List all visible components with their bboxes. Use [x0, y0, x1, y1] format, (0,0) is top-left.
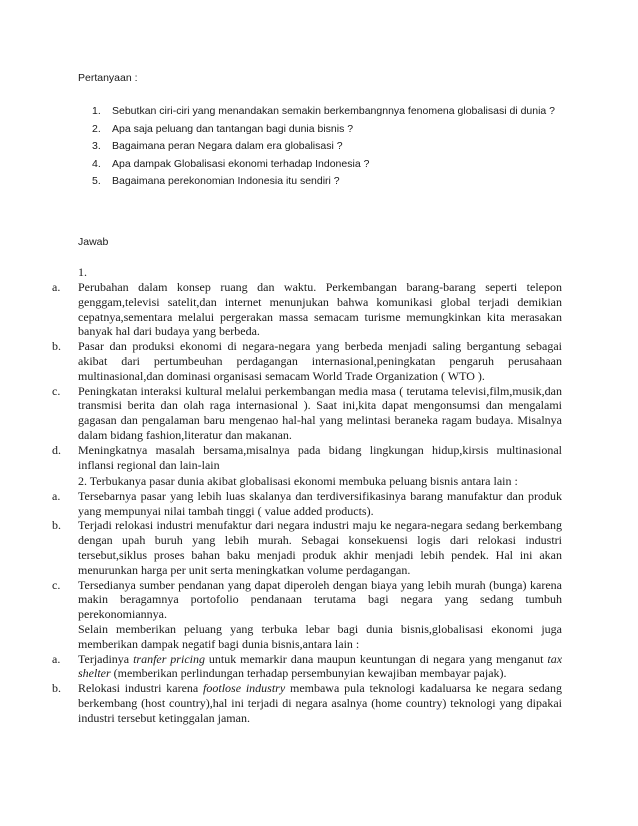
item-letter: d.	[52, 442, 61, 457]
item-text: Tersedianya sumber pendanan yang dapat diperoleh dengan biaya yang lebih murah (bunga) karena makin beragamnya portofolio pendanaan terutama bagi negara yang sedang tumbuh perekonomiannya.	[78, 577, 562, 622]
item-text: Meningkatnya masalah bersama,misalnya pada bidang lingkungan hidup,kirsis multinasional inflansi regional dan lain-lain	[78, 442, 562, 472]
question-number: 1.	[92, 105, 101, 117]
item-letter: a.	[52, 280, 61, 294]
question-item	[92, 121, 570, 139]
item-letter: a.	[52, 488, 61, 503]
questions-list	[92, 103, 570, 191]
answer-item-2a	[52, 489, 562, 519]
section-2-paragraph: Selain memberikan peluang yang terbuka lebar bagi dunia bisnis,globalisasi ekonomi juga memberikan dampak negatif bagi dunia bisnis,antara lain :	[78, 621, 562, 651]
question-number: 5.	[92, 175, 101, 187]
item-text-part: Terjadinya	[78, 651, 134, 666]
item-letter: c.	[52, 577, 61, 592]
questions-heading: Pertanyaan :	[78, 72, 138, 84]
answer-section-2	[52, 474, 562, 726]
question-number: 3.	[92, 140, 101, 152]
question-item	[92, 103, 570, 121]
answer-section-1-number: 1.	[78, 265, 87, 279]
answers-heading: Jawab	[78, 236, 109, 248]
item-text: Perubahan dalam konsep ruang dan waktu. Perkembangan barang-barang seperti telepon genggam,televisi satelit,dan internet menunjukan bahwa komunikasi global terjadi demikian cepatnya,sementara melalui pergerakan massa semacam turisme memungkinkan kita merasakan banyak hal dari budaya yang berbeda.	[78, 280, 562, 339]
item-italic-term: tranfer pricing	[133, 651, 205, 666]
answer-item-2b	[52, 518, 562, 577]
answer-item-1b	[52, 339, 562, 383]
answer-item-2c	[52, 578, 562, 622]
item-text-part: (memberikan perlindungan terhadap persembunyian kewajiban membayar pajak).	[110, 666, 507, 681]
answer-item-1c	[52, 384, 562, 443]
question-text: Bagaimana perekonomian Indonesia itu sendiri ?	[112, 175, 340, 187]
item-text: Tersebarnya pasar yang lebih luas skalanya dan terdiversifikasinya barang manufaktur dan produk yang mempunyai nilai tambah tinggi ( value added products).	[78, 488, 562, 518]
item-letter: c.	[52, 383, 61, 398]
question-text: Apa saja peluang dan tantangan bagi dunia bisnis ?	[112, 122, 354, 135]
negative-item-a	[52, 652, 562, 682]
item-letter: b.	[52, 339, 61, 354]
item-italic-term: tax shelter	[78, 651, 563, 681]
question-number: 2.	[92, 122, 101, 135]
question-text: Sebutkan ciri-ciri yang menandakan semakin berkembangnnya fenomena globalisasi di dunia ?	[112, 105, 556, 117]
item-text-part: membawa pula teknologi kadaluarsa ke negara sedang berkembang (host country),hal ini terjadi di negara asalnya (home country) teknologi yang dipakai industri tersebut ketinggalan jaman.	[78, 681, 563, 725]
question-text: Bagaimana peran Negara dalam era globalisasi ?	[112, 140, 343, 152]
item-letter: b.	[52, 518, 61, 533]
question-item	[92, 156, 570, 174]
item-letter: b.	[52, 681, 61, 696]
item-text-part: Relokasi industri karena	[78, 681, 204, 696]
item-text: Peningkatan interaksi kultural melalui perkembangan media masa ( terutama televisi,film,musik,dan transmisi berita dan olah raga internasional ). Saat ini,kita dapat mengonsumsi dan mengalami gagasan dan pengalaman baru mengenao hal-hal yang melintasi beraneka ragam budaya. Misalnya dalam bidang fashion,literatur dan makanan.	[78, 383, 562, 442]
question-number: 4.	[92, 157, 101, 170]
answer-item-1a	[52, 280, 562, 339]
item-letter: a.	[52, 651, 61, 666]
negative-item-b	[52, 681, 562, 725]
section-2-intro: 2. Terbukanya pasar dunia akibat globalisasi ekonomi membuka peluang bisnis antara lain :	[78, 474, 518, 488]
item-text-part: untuk memarkir dana maupun keuntungan di negara yang menganut	[204, 651, 548, 666]
item-italic-term: footlose industry	[203, 681, 286, 696]
item-text: Terjadi relokasi industri menufaktur dari negara industri maju ke negara-negara sedang berkembang dengan upah buruh yang lebih murah. Sebagai konsekuensi logis dari relokasi industri tersebut,siklus proses bahan baku menjadi produk akhir menjadi lebih pendek. Hal ini akan menurunkan harga per unit serta meningkatkan volume perdagangan.	[78, 518, 562, 577]
question-item	[92, 173, 570, 191]
item-text: Pasar dan produksi ekonomi di negara-negara yang berbeda menjadi saling bergantung sebagai akibat dari pertumbeuhan perdagangan internasional,peningkatan pengaruh perusahaan multinasional,dan dominasi organisasi semacam World Trade Organization ( WTO ).	[78, 339, 562, 383]
answer-item-1d	[52, 443, 562, 473]
answer-section-1	[52, 280, 562, 472]
question-item	[92, 138, 570, 156]
question-text: Apa dampak Globalisasi ekonomi terhadap Indonesia ?	[112, 157, 370, 170]
